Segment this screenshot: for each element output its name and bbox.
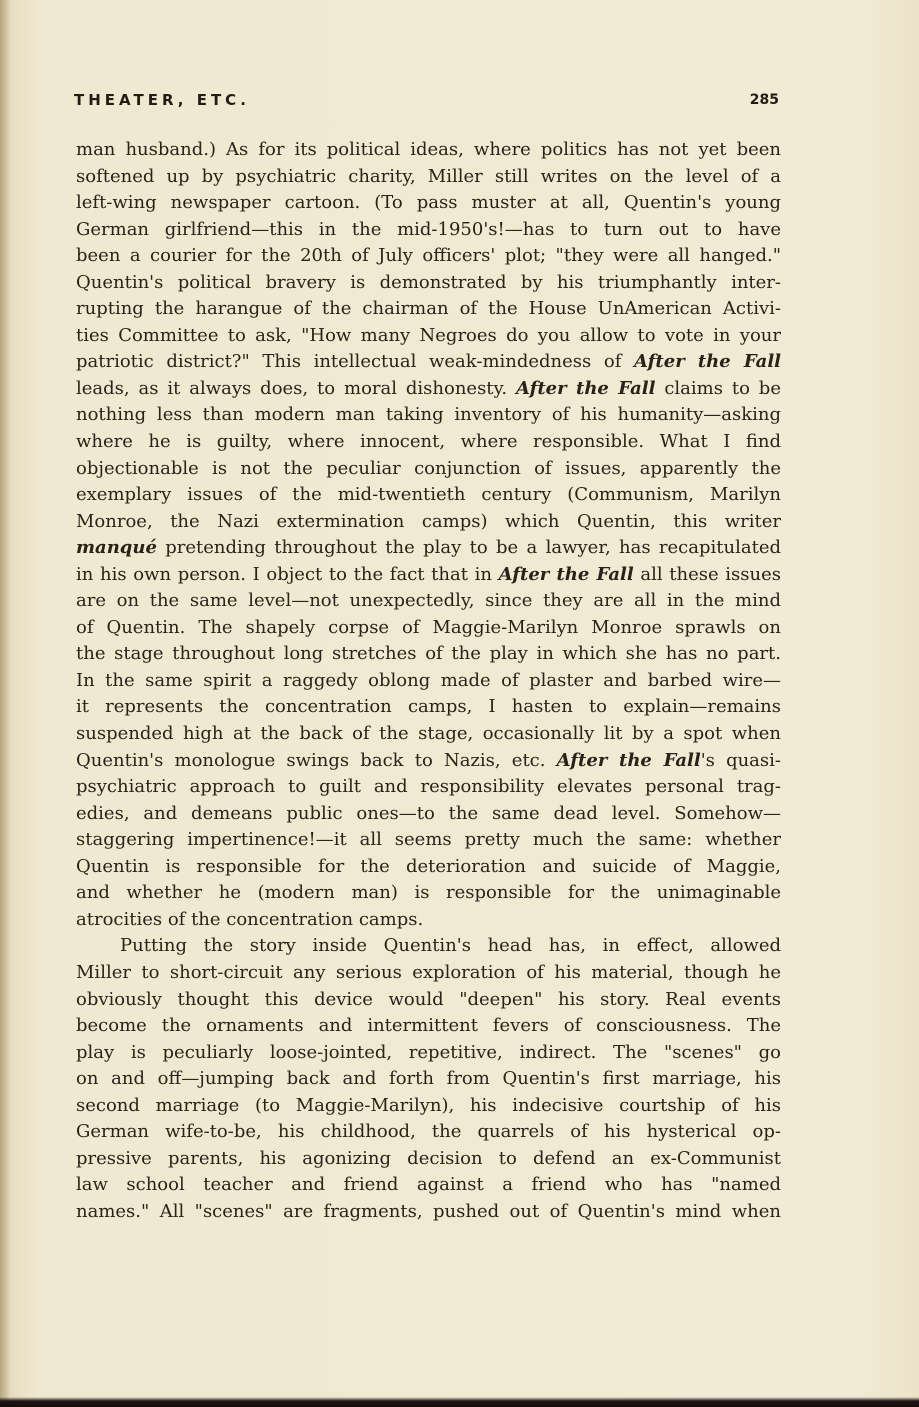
text-run: claims to be xyxy=(655,377,781,399)
text-line xyxy=(76,641,781,668)
text-run: suspended high at the back of the stage, occasionally lit by a spot when xyxy=(76,723,781,745)
text-line xyxy=(76,456,781,483)
text-line xyxy=(76,217,781,244)
text-line xyxy=(76,987,781,1014)
text-run: on and off—jumping back and forth from Quentin's first marriage, his xyxy=(76,1068,781,1090)
text-line xyxy=(76,748,781,775)
text-line xyxy=(76,1172,781,1199)
text-run: are on the same level—not unexpectedly, since they are all in the mind xyxy=(76,590,781,612)
text-line xyxy=(76,721,781,748)
text-line xyxy=(76,827,781,854)
text-run: play is peculiarly loose-jointed, repetitive, indirect. The "scenes" go xyxy=(76,1041,781,1063)
text-line xyxy=(76,190,781,217)
text-run: patriotic district?" This intellectual weak-mindedness of xyxy=(76,351,635,373)
text-run: pressive parents, his agonizing decision to defend an ex-Communist xyxy=(76,1147,781,1169)
text-run: Putting the story inside Quentin's head has, in effect, allowed xyxy=(120,935,781,957)
text-run: Miller to short-circuit any serious exploration of his material, though he xyxy=(76,961,781,983)
text-run: Monroe, the Nazi extermination camps) which Quentin, this writer xyxy=(76,510,781,532)
text-line xyxy=(76,801,781,828)
text-run: been a courier for the 20th of July officers' plot; "they were all hanged." xyxy=(76,245,781,267)
text-line xyxy=(76,535,781,562)
italic-title: After the Fall xyxy=(515,377,656,399)
text-line xyxy=(76,270,781,297)
body-text xyxy=(76,137,781,1225)
text-line xyxy=(76,137,781,164)
italic-title: manqué xyxy=(76,537,157,559)
text-run: obviously thought this device would "deepen" his story. Real events xyxy=(76,988,781,1010)
page-number: 285 xyxy=(749,92,779,108)
text-run: In the same spirit a raggedy oblong made of plaster and barbed wire— xyxy=(76,669,781,691)
text-line xyxy=(76,323,781,350)
text-run: staggering impertinence!—it all seems pretty much the same: whether xyxy=(76,829,781,851)
text-run: left-wing newspaper cartoon. (To pass muster at all, Quentin's young xyxy=(76,192,781,214)
text-line xyxy=(76,243,781,270)
text-line xyxy=(76,615,781,642)
text-line xyxy=(76,854,781,881)
text-run: leads, as it always does, to moral dishonesty. xyxy=(76,377,516,399)
text-run: Quentin is responsible for the deterioration and suicide of Maggie, xyxy=(76,855,781,877)
text-line xyxy=(76,482,781,509)
text-line xyxy=(76,562,781,589)
text-line xyxy=(76,376,781,403)
text-line xyxy=(76,402,781,429)
text-line xyxy=(76,164,781,191)
text-run: softened up by psychiatric charity, Miller still writes on the level of a xyxy=(76,165,781,187)
text-run: 's quasi- xyxy=(700,749,781,771)
text-line xyxy=(76,429,781,456)
text-line xyxy=(76,933,781,960)
text-run: and whether he (modern man) is responsible for the unimaginable xyxy=(76,882,781,904)
text-run: Quentin's political bravery is demonstrated by his triumphantly inter- xyxy=(76,271,781,293)
text-line xyxy=(76,907,781,934)
text-line xyxy=(76,774,781,801)
text-run: of Quentin. The shapely corpse of Maggie-Marilyn Monroe sprawls on xyxy=(76,616,781,638)
text-run: man husband.) As for its political ideas, where politics has not yet been xyxy=(76,139,781,160)
text-run: atrocities of the concentration camps. xyxy=(76,908,424,930)
text-run: German girlfriend—this in the mid-1950's!—has to turn out to have xyxy=(76,218,781,240)
text-run: all these issues xyxy=(633,563,781,585)
text-line xyxy=(76,880,781,907)
text-line xyxy=(76,1093,781,1120)
text-run: names." All "scenes" are fragments, pushed out of Quentin's mind when xyxy=(76,1200,781,1222)
page-bottom-edge xyxy=(0,1397,919,1407)
text-run: in his own person. I object to the fact that in xyxy=(76,563,499,585)
italic-title: After the Fall xyxy=(556,749,701,771)
text-run: rupting the harangue of the chairman of the House UnAmerican Activi- xyxy=(76,298,781,320)
text-run: exemplary issues of the mid-twentieth century (Communism, Marilyn xyxy=(76,484,781,506)
text-run: it represents the concentration camps, I hasten to explain—remains xyxy=(76,696,781,718)
text-line xyxy=(76,588,781,615)
text-line xyxy=(76,1146,781,1173)
text-run: Quentin's monologue swings back to Nazis, etc. xyxy=(76,749,557,771)
text-run: German wife-to-be, his childhood, the quarrels of his hysterical op- xyxy=(76,1121,781,1143)
text-line xyxy=(76,349,781,376)
text-line xyxy=(76,509,781,536)
text-run: objectionable is not the peculiar conjunction of issues, apparently the xyxy=(76,457,781,479)
text-line xyxy=(76,668,781,695)
text-run: second marriage (to Maggie-Marilyn), his indecisive courtship of his xyxy=(76,1094,781,1116)
text-run: where he is guilty, where innocent, where responsible. What I find xyxy=(76,431,781,453)
text-run: pretending throughout the play to be a lawyer, has recapitulated xyxy=(156,537,781,559)
text-line xyxy=(76,694,781,721)
text-line xyxy=(76,1119,781,1146)
italic-title: After the Fall xyxy=(634,351,781,373)
text-line xyxy=(76,296,781,323)
text-run: the stage throughout long stretches of the play in which she has no part. xyxy=(76,643,781,665)
text-run: nothing less than modern man taking inventory of his humanity—asking xyxy=(76,404,781,426)
text-run: law school teacher and friend against a friend who has "named xyxy=(76,1174,781,1196)
page-spine-shadow xyxy=(0,0,10,1407)
text-line xyxy=(76,1066,781,1093)
text-run: become the ornaments and intermittent fevers of consciousness. The xyxy=(76,1015,781,1037)
running-head: THEATER, ETC. xyxy=(74,91,250,109)
text-line xyxy=(76,1199,781,1226)
text-line xyxy=(76,1013,781,1040)
text-run: edies, and demeans public ones—to the same dead level. Somehow— xyxy=(76,802,781,824)
text-run: psychiatric approach to guilt and responsibility elevates personal trag- xyxy=(76,776,781,798)
italic-title: After the Fall xyxy=(498,563,634,585)
text-run: ties Committee to ask, "How many Negroes do you allow to vote in your xyxy=(76,324,781,346)
text-line xyxy=(76,1040,781,1067)
text-line xyxy=(76,960,781,987)
